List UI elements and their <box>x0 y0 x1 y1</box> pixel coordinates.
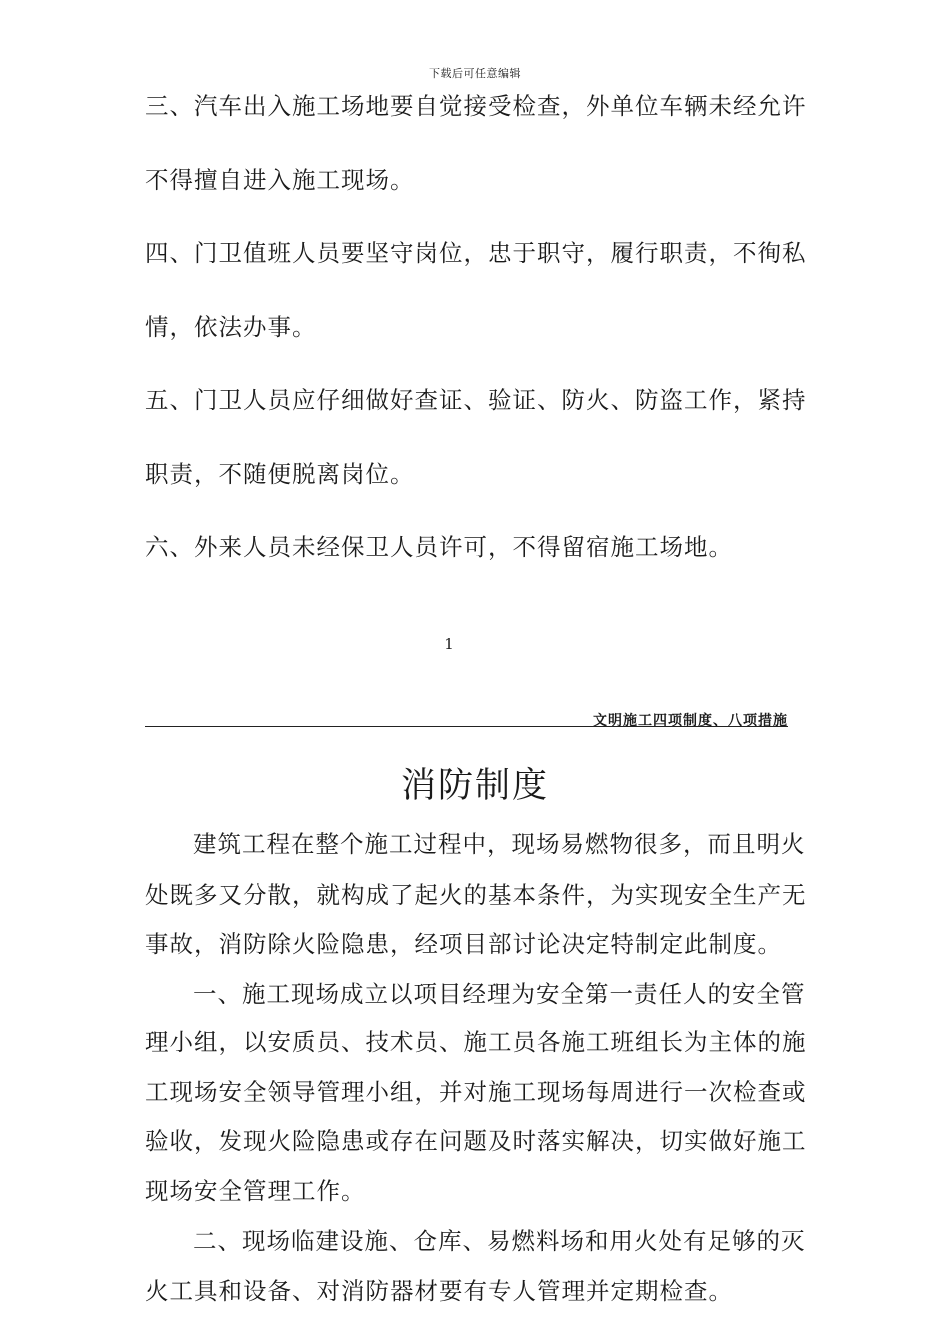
page2-line: 二、现场临建设施、仓库、易燃料场和用火处有足够的灭 <box>193 1227 806 1255</box>
page1-line: 情，依法办事。 <box>145 313 317 341</box>
header-rule <box>145 726 788 727</box>
running-header: 文明施工四项制度、八项措施 <box>593 713 788 729</box>
page1-line: 四、门卫值班人员要坚守岗位，忠于职守，履行职责，不徇私 <box>145 239 807 267</box>
page2-line: 处既多又分散，就构成了起火的基本条件，为实现安全生产无 <box>145 881 807 909</box>
page2-line: 理小组，以安质员、技术员、施工员各施工班组长为主体的施 <box>145 1028 807 1056</box>
page2-line: 现场安全管理工作。 <box>145 1177 366 1205</box>
page2-line: 验收，发现火险隐患或存在问题及时落实解决，切实做好施工 <box>145 1127 807 1155</box>
download-note: 下载后可任意编辑 <box>429 67 521 80</box>
page2-line: 建筑工程在整个施工过程中，现场易燃物很多，而且明火 <box>193 830 806 858</box>
page1-line: 不得擅自进入施工现场。 <box>145 166 415 194</box>
page2-line: 火工具和设备、对消防器材要有专人管理并定期检查。 <box>145 1277 733 1305</box>
page2-line: 工现场安全领导管理小组，并对施工现场每周进行一次检查或 <box>145 1078 807 1106</box>
page1-line: 职责，不随便脱离岗位。 <box>145 460 415 488</box>
page2-line: 事故，消防除火险隐患，经项目部讨论决定特制定此制度。 <box>145 930 782 958</box>
page1-line: 五、门卫人员应仔细做好查证、验证、防火、防盗工作，紧持 <box>145 386 807 414</box>
page-title: 消防制度 <box>400 766 549 806</box>
page1-line: 六、外来人员未经保卫人员许可，不得留宿施工场地。 <box>145 533 733 561</box>
page-number: 1 <box>444 635 454 653</box>
page1-line: 三、汽车出入施工场地要自觉接受检查，外单位车辆未经允许 <box>145 92 807 120</box>
page2-line: 一、施工现场成立以项目经理为安全第一责任人的安全管 <box>193 980 806 1008</box>
